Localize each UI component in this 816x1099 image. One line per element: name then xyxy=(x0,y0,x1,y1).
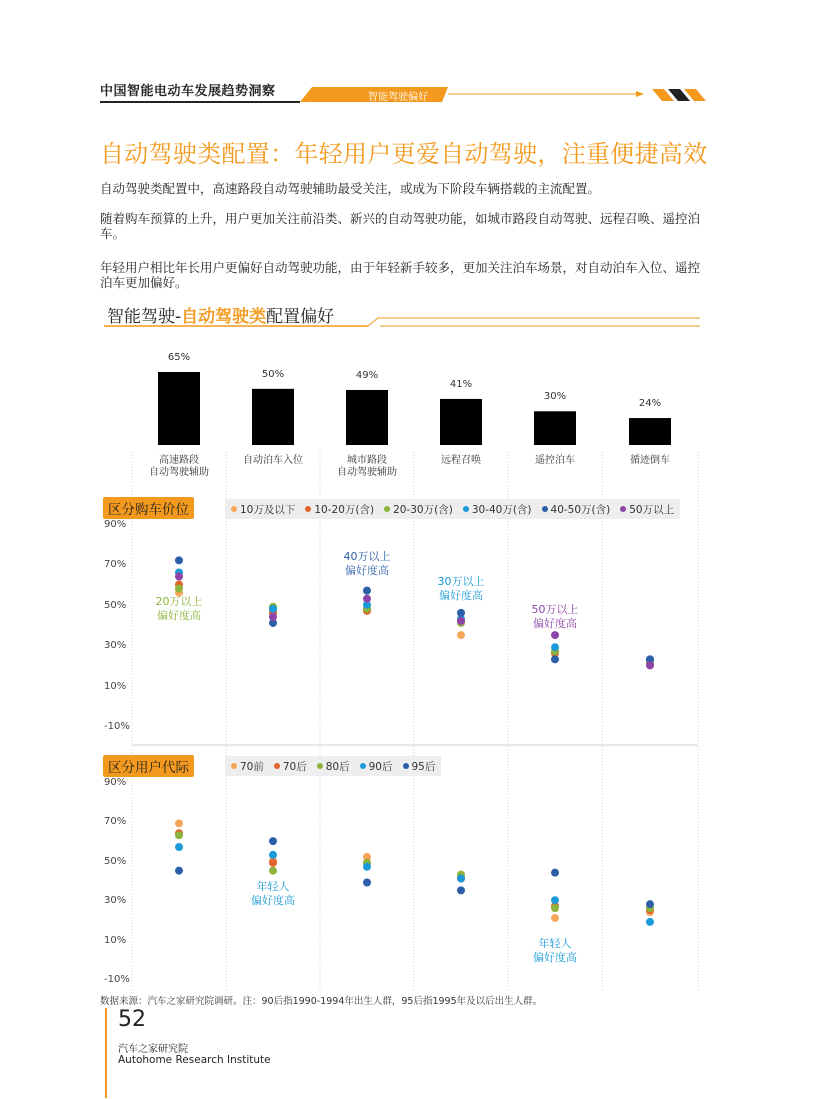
point-2-4-4 xyxy=(551,869,559,877)
annotation-1-2: 30万以上 偏好度高 xyxy=(437,574,485,602)
legend-item-2-4 xyxy=(403,759,436,774)
bar-category-label-4: 遥控泊车 xyxy=(535,455,575,466)
point-1-5-2 xyxy=(363,595,371,603)
footer-accent-line xyxy=(105,1008,109,1098)
bar-3 xyxy=(440,399,482,445)
ytick-2-0: 90% xyxy=(104,777,127,788)
data-source-note: 数据来源：汽车之家研究院调研。注：90后指1990-1994年出生人群，95后指1995年及以后出生人群。 xyxy=(100,996,543,1007)
point-1-5-3 xyxy=(457,617,465,625)
point-2-0-0 xyxy=(175,819,183,827)
bar-category-label-0: 高速路段 自动驾驶辅助 xyxy=(149,455,209,478)
page-headline: 自动驾驶类配置：年轻用户更爱自动驾驶，注重便捷高效 xyxy=(100,140,708,168)
point-2-4-5 xyxy=(646,900,654,908)
legend-label: 20-30万(含) xyxy=(393,503,453,516)
legend-dot-icon xyxy=(317,763,323,769)
institute-name-cn: 汽车之家研究院 xyxy=(118,1044,188,1055)
ytick-1-4: 10% xyxy=(104,680,127,692)
point-2-4-2 xyxy=(363,879,371,887)
point-2-3-0 xyxy=(175,843,183,851)
legend-dot-icon xyxy=(231,506,237,512)
legend-dot-icon xyxy=(384,506,390,512)
legend-item-1-4 xyxy=(542,502,611,517)
legend-dot-icon xyxy=(305,506,311,512)
legend-dot-icon xyxy=(360,763,366,769)
bar-5 xyxy=(629,418,671,445)
bar-4 xyxy=(534,411,576,445)
point-2-3-3 xyxy=(457,875,465,883)
legend-dot-icon xyxy=(463,506,469,512)
paragraph-3: 年轻用户相比年长用户更偏好自动驾驶功能，由于年轻新手较多，更加关注泊车场景，对自动泊车入位、遥控泊车更加偏好。 xyxy=(100,260,701,290)
ytick-2-4: 10% xyxy=(104,934,127,946)
bar-value-label-1: 50% xyxy=(261,368,285,380)
point-1-3-1 xyxy=(269,605,277,613)
page-number: 52 xyxy=(118,1007,146,1032)
point-1-3-4 xyxy=(551,643,559,651)
legend-label: 10万及以下 xyxy=(240,503,296,516)
annotation-1-0: 20万以上 偏好度高 xyxy=(155,594,203,622)
section-title-suffix: 配置偏好 xyxy=(266,307,335,327)
bar-category-label-2: 城市路段 自动驾驶辅助 xyxy=(337,455,397,478)
legend-dot-icon xyxy=(620,506,626,512)
section-tag: 智能驾驶偏好 xyxy=(368,92,428,103)
point-2-4-1 xyxy=(269,837,277,845)
legend-label: 70后 xyxy=(282,760,307,773)
section-title-prefix: 智能驾驶- xyxy=(107,307,182,327)
ytick-1-2: 50% xyxy=(104,599,127,611)
annotation-1-1: 40万以上 偏好度高 xyxy=(343,550,391,578)
point-1-0-3 xyxy=(457,631,465,639)
bar-category-label-5: 循迹倒车 xyxy=(630,455,670,466)
legend-item-2-0 xyxy=(231,759,264,774)
ytick-1-3: 30% xyxy=(104,640,127,652)
paragraph-1: 自动驾驶类配置中，高速路段自动驾驶辅助最受关注，或成为下阶段车辆搭载的主流配置。 xyxy=(100,181,601,196)
legend-price xyxy=(225,499,680,519)
point-1-5-4 xyxy=(551,631,559,639)
legend-label: 70前 xyxy=(240,760,264,773)
legend-dot-icon xyxy=(231,763,237,769)
panel-title-price: 区分购车价位 xyxy=(103,497,194,519)
legend-label: 10-20万(含) xyxy=(314,503,375,516)
bar-category-label-1: 自动泊车入位 xyxy=(243,455,303,466)
point-2-2-0 xyxy=(175,831,183,839)
point-1-5-0 xyxy=(175,573,183,581)
legend-label: 30-40万(含) xyxy=(471,503,532,516)
point-2-4-0 xyxy=(175,867,183,875)
point-1-4-4 xyxy=(551,655,559,663)
legend-item-1-5 xyxy=(620,502,674,517)
point-1-4-3 xyxy=(457,609,465,617)
point-2-3-4 xyxy=(551,896,559,904)
legend-dot-icon xyxy=(403,763,409,769)
point-2-3-5 xyxy=(646,918,654,926)
ytick-1-5: -10% xyxy=(104,721,130,732)
section-title-highlight: 自动驾驶类 xyxy=(181,307,267,327)
point-2-3-2 xyxy=(363,863,371,871)
bar-2 xyxy=(346,390,388,445)
legend-label: 80后 xyxy=(325,760,350,773)
point-1-4-2 xyxy=(363,587,371,595)
legend-item-1-1 xyxy=(305,502,374,517)
ytick-1-1: 70% xyxy=(104,559,127,571)
bar-0 xyxy=(158,372,200,445)
legend-label: 40-50万(含) xyxy=(550,503,611,516)
bar-value-label-5: 24% xyxy=(638,398,662,410)
point-2-2-4 xyxy=(551,904,559,912)
ytick-2-2: 50% xyxy=(104,855,127,867)
point-2-1-1 xyxy=(269,859,277,867)
bar-value-label-2: 49% xyxy=(355,369,379,381)
point-1-5-5 xyxy=(646,661,654,669)
legend-item-2-3 xyxy=(360,759,393,774)
legend-item-1-0 xyxy=(231,502,295,517)
panel-title-generation: 区分用户代际 xyxy=(103,755,194,777)
institute-name-en: Autohome Research Institute xyxy=(118,1054,271,1066)
ytick-1-0: 90% xyxy=(104,519,127,530)
bar-1 xyxy=(252,389,294,445)
legend-label: 90后 xyxy=(368,760,393,773)
point-2-0-4 xyxy=(551,914,559,922)
annotation-1-3: 50万以上 偏好度高 xyxy=(531,602,579,630)
point-2-3-1 xyxy=(269,851,277,859)
paragraph-2: 随着购车预算的上升，用户更加关注前沿类、新兴的自动驾驶功能，如城市路段自动驾驶、远程召唤、遥控泊车。 xyxy=(100,211,701,241)
bar-category-label-3: 远程召唤 xyxy=(441,455,481,466)
ytick-2-3: 30% xyxy=(104,895,127,907)
bar-value-label-3: 41% xyxy=(449,378,473,390)
ytick-2-1: 70% xyxy=(104,816,127,828)
bar-value-label-0: 65% xyxy=(167,352,191,363)
ytick-2-5: -10% xyxy=(104,974,130,985)
legend-item-1-3 xyxy=(463,502,532,517)
annotation-2-1: 年轻人 偏好度高 xyxy=(533,937,577,965)
point-1-2-0 xyxy=(175,585,183,593)
legend-dot-icon xyxy=(542,506,548,512)
point-1-4-0 xyxy=(175,556,183,564)
legend-item-2-1 xyxy=(274,759,307,774)
point-2-4-3 xyxy=(457,886,465,894)
legend-dot-icon xyxy=(274,763,280,769)
legend-item-2-2 xyxy=(317,759,350,774)
legend-label: 95后 xyxy=(411,760,436,773)
bar-value-label-4: 30% xyxy=(543,391,567,403)
annotation-2-0: 年轻人 偏好度高 xyxy=(251,880,295,908)
legend-item-1-2 xyxy=(384,502,453,517)
legend-label: 50万以上 xyxy=(629,503,675,516)
report-title: 中国智能电动车发展趋势洞察 xyxy=(100,84,276,99)
legend-generation xyxy=(225,756,441,776)
point-1-5-1 xyxy=(269,613,277,621)
point-2-2-1 xyxy=(269,867,277,875)
